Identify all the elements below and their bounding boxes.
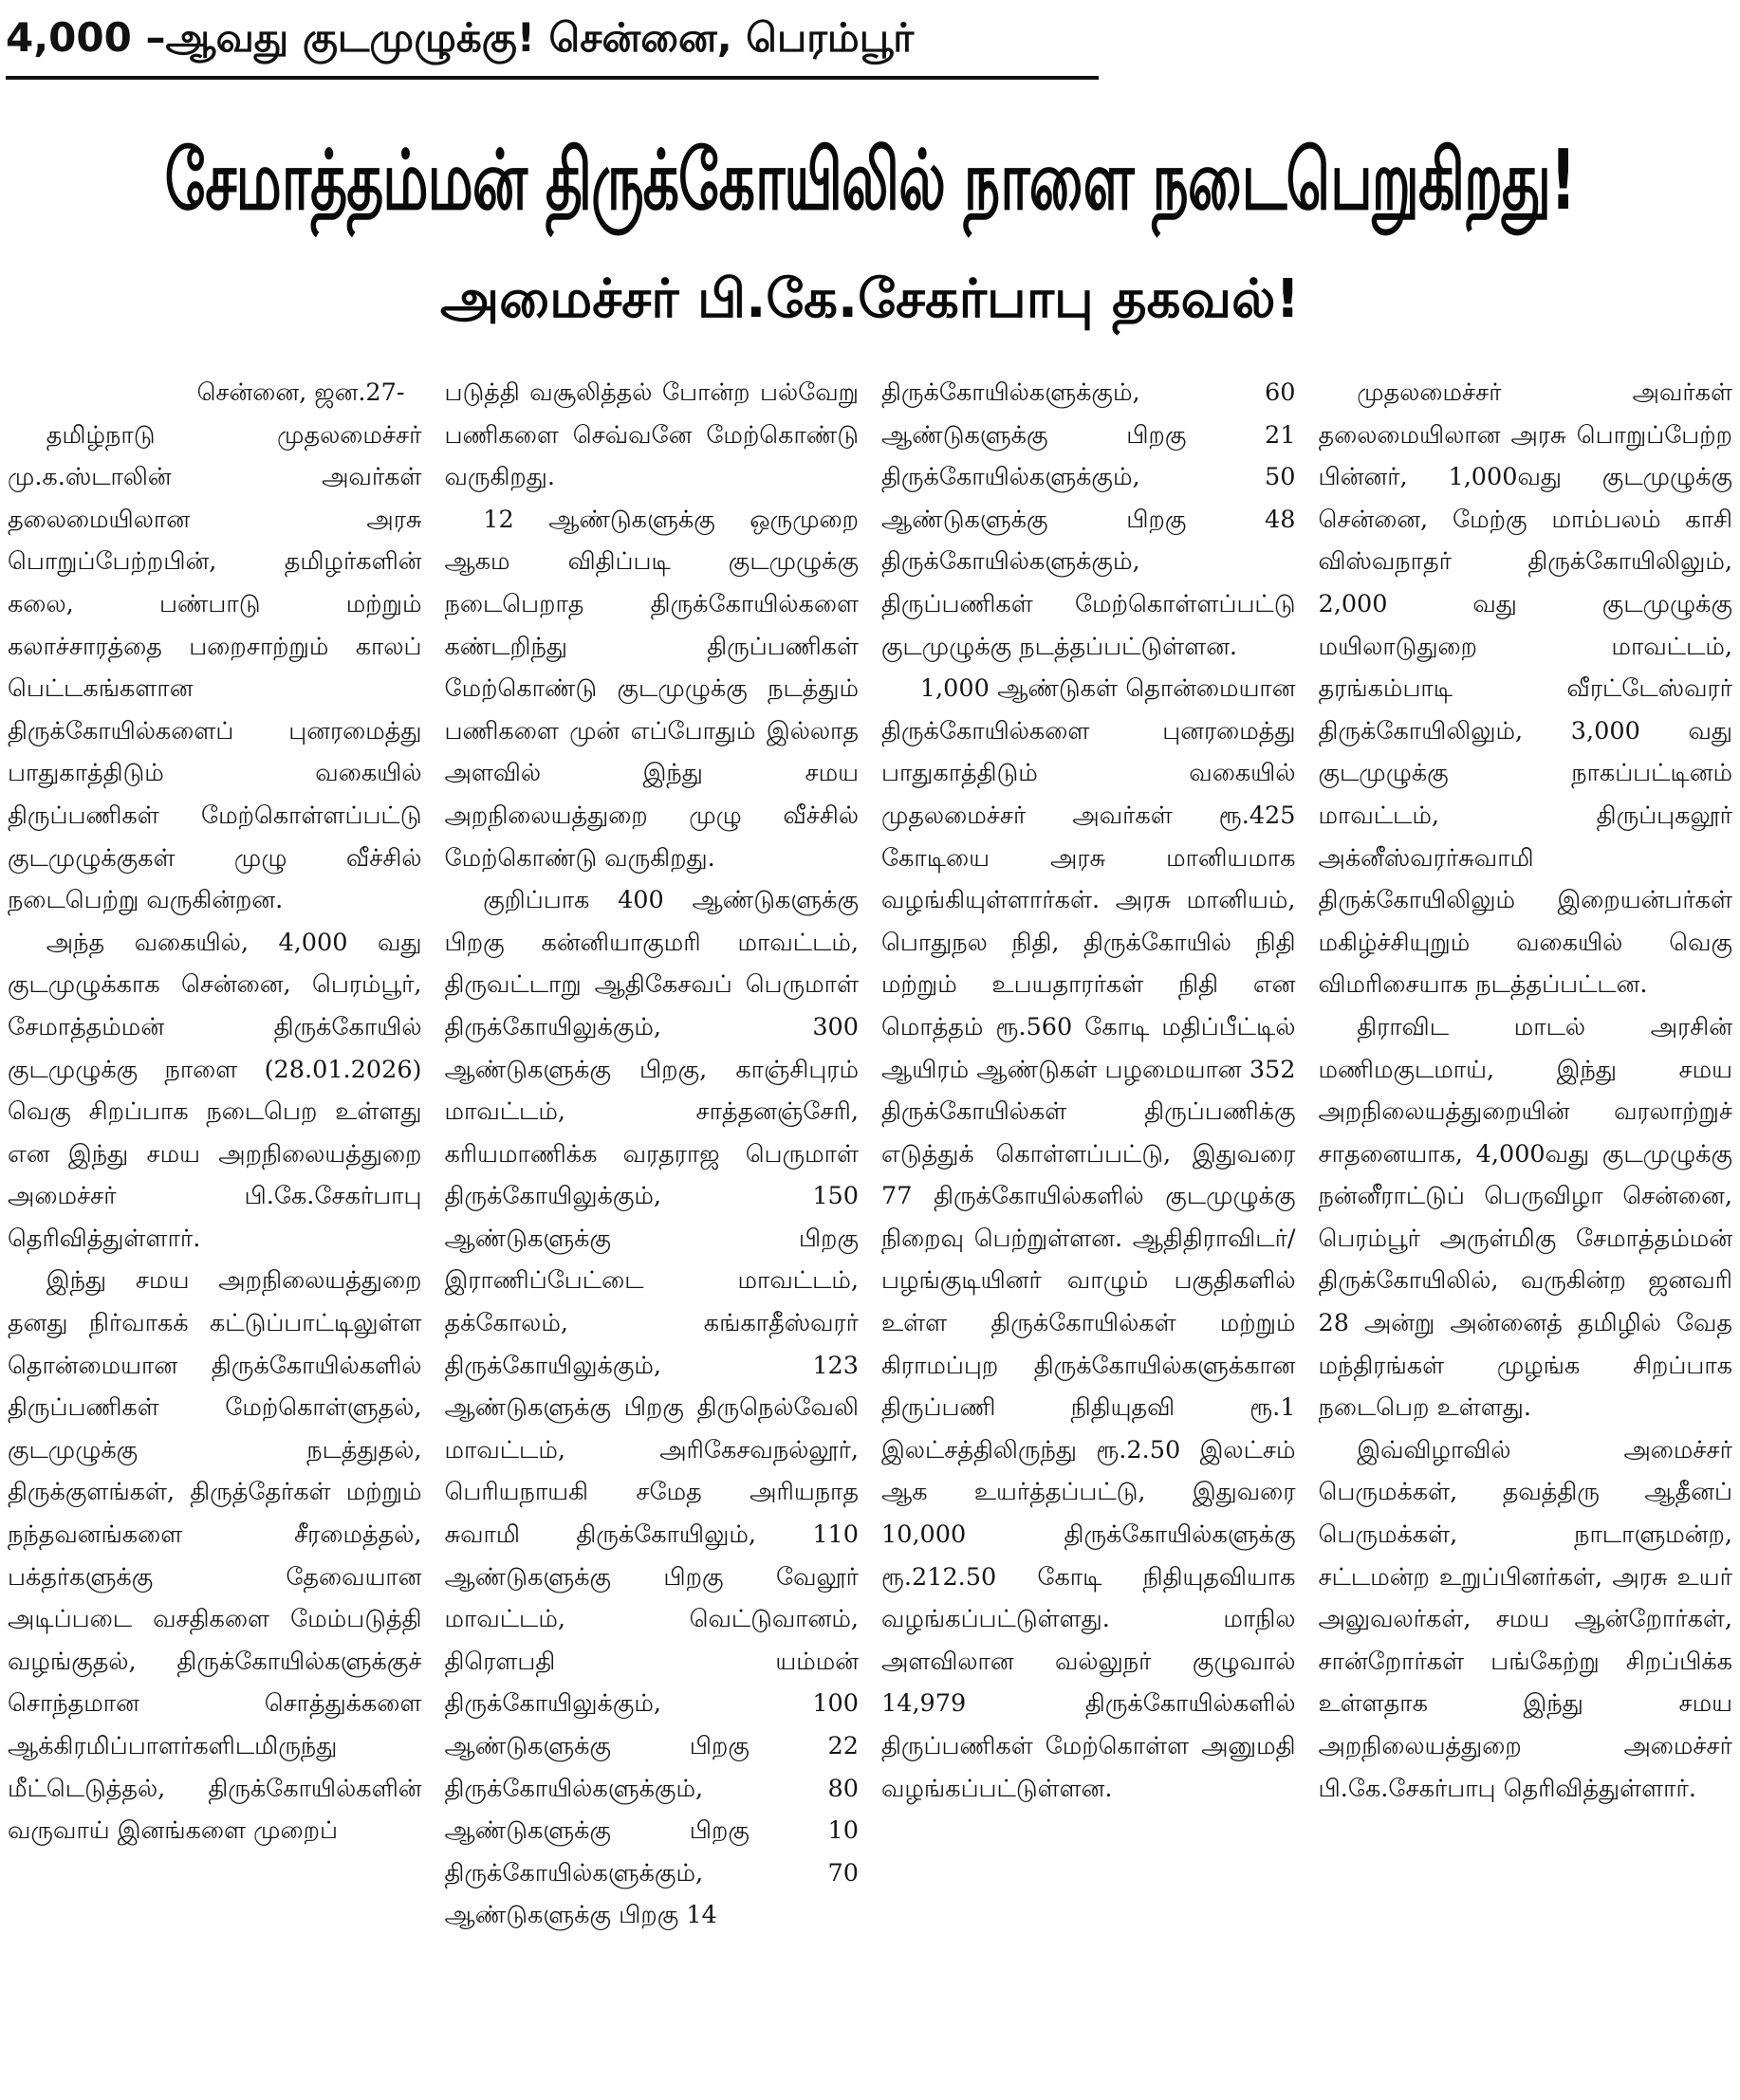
paragraph: குறிப்பாக 400 ஆண்டுகளுக்கு பிறகு கன்னியாகுமரி மாவட்டம், திருவட்டாறு ஆதிகேசவப் பெருமாள் திருக்கோயிலுக்கும், 300 ஆண்டுகளுக்கு பிறகு, காஞ்சிபுரம் மாவட்டம், சாத்தனஞ்சேரி, கரியமாணிக்க வரதராஜ பெருமாள் திருக்கோயிலுக்கும், 150 ஆண்டுகளுக்கு பிறகு இராணிப்பேட்டை மாவட்டம், தக்கோலம், கங்காதீஸ்வரர் திருக்கோயிலுக்கும், 123 ஆண்டுகளுக்கு பிறகு திருநெல்வேலி மாவட்டம், அரிகேசவநல்லூர், பெரியநாயகி சமேத அரியநாத சுவாமி திருக்கோயிலும், 110 ஆண்டுகளுக்கு பிறகு வேலூர் மாவட்டம், வெட்டுவானம், திரௌபதி யம்மன் திருக்கோயிலுக்கும், 100 ஆண்டுகளுக்கு பிறகு 22 திருக்கோயில்களுக்கும், 80 ஆண்டுகளுக்கு பிறகு 10 திருக்கோயில்களுக்கும், 70 ஆண்டுகளுக்கு பிறகு 14	[444, 886, 859, 1930]
main-headline: சேமாத்தம்மன் திருக்கோயிலில் நாளை நடைபெறுகிறது!	[164, 133, 1576, 230]
paragraph: தமிழ்நாடு முதலமைச்சர் மு.க.ஸ்டாலின் அவர்கள் தலைமையிலான அரசு பொறுப்பேற்றபின், தமிழர்களின் கலை, பண்பாடு மற்றும் கலாச்சாரத்தை பறைசாற்றும் காலப் பெட்டகங்களான திருக்கோயில்களைப் புனரமைத்து பாதுகாத்திடும் வகையில் திருப்பணிகள் மேற்கொள்ளப்பட்டு குடமுழுக்குகள் முழு வீச்சில் நடைபெற்று வருகின்றன.	[8, 420, 422, 915]
dateline: சென்னை, ஜன.27-	[196, 378, 405, 407]
paragraph: இவ்விழாவில் அமைச்சர் பெருமக்கள், தவத்திரு ஆதீனப் பெருமக்கள், நாடாளுமன்ற, சட்டமன்ற உறுப்பினர்கள், அரசு உயர் அலுவலர்கள், சமய ஆன்றோர்கள், சான்றோர்கள் பங்கேற்று சிறப்பிக்க உள்ளதாக இந்து சமய அறநிலையத்துறை அமைச்சர் பி.கே.சேகர்பாபு தெரிவித்துள்ளார்.	[1318, 1435, 1732, 1803]
kicker-underline	[6, 76, 1099, 80]
paragraph: 1,000 ஆண்டுகள் தொன்மையான திருக்கோயில்களை புனரமைத்து பாதுகாத்திடும் வகையில் முதலமைச்சர் அவர்கள் ரூ.425 கோடியை அரசு மானியமாக வழங்கியுள்ளார்கள். அரசு மானியம், பொதுநல நிதி, திருக்கோயில் நிதி மற்றும் உபயதாரர்கள் நிதி என மொத்தம் ரூ.560 கோடி மதிப்பீட்டில் ஆயிரம் ஆண்டுகள் பழமையான 352 திருக்கோயில்கள் திருப்பணிக்கு எடுத்துக் கொள்ளப்பட்டு, இதுவரை 77 திருக்கோயில்களில் குடமுழுக்கு நிறைவு பெற்றுள்ளன. ஆதிதிராவிடர்/ பழங்குடியினர் வாழும் பகுதிகளில் உள்ள திருக்கோயில்கள் மற்றும் கிராமப்புற திருக்கோயில்களுக்கான திருப்பணி நிதியுதவி ரூ.1 இலட்சத்திலிருந்து ரூ.2.50 இலட்சம் ஆக உயர்த்தப்பட்டு, இதுவரை 10,000 திருக்கோயில்களுக்கு ரூ.212.50 கோடி நிதியுதவியாக வழங்கப்பட்டுள்ளது. மாநில அளவிலான வல்லுநர் குழுவால் 14,979 திருக்கோயில்களில் திருப்பணிகள் மேற்கொள்ள அனுமதி வழங்கப்பட்டுள்ளன.	[881, 674, 1296, 1803]
paragraph: திருக்கோயில்களுக்கும், 60 ஆண்டுகளுக்கு பிறகு 21 திருக்கோயில்களுக்கும், 50 ஆண்டுகளுக்கு பிறகு 48 திருக்கோயில்களுக்கும், திருப்பணிகள் மேற்கொள்ளப்பட்டு குடமுழுக்கு நடத்தப்பட்டுள்ளன.	[881, 378, 1296, 661]
kicker-headline: 4,000 –ஆவது குடமுழுக்கு! சென்னை, பெரம்பூர்	[6, 14, 915, 61]
paragraph: அந்த வகையில், 4,000 வது குடமுழுக்காக சென்னை, பெரம்பூர், சேமாத்தம்மன் திருக்கோயில் குடமுழுக்கு நாளை (28.01.2026) வெகு சிறப்பாக நடைபெற உள்ளது என இந்து சமய அறநிலையத்துறை அமைச்சர் பி.கே.சேகர்பாபு தெரிவித்துள்ளார்.	[8, 928, 422, 1253]
column-4	[1319, 372, 1733, 2094]
paragraph: திராவிட மாடல் அரசின் மணிமகுடமாய், இந்து சமய அறநிலையத்துறையின் வரலாற்றுச் சாதனையாக, 4,000வது குடமுழுக்கு நன்னீராட்டுப் பெருவிழா சென்னை, பெரம்பூர் அருள்மிகு சேமாத்தம்மன் திருக்கோயிலில், வருகின்ற ஜனவரி 28 அன்று அன்னைத் தமிழில் வேத மந்திரங்கள் முழங்க சிறப்பாக நடைபெற உள்ளது.	[1318, 1012, 1732, 1423]
column-1	[8, 372, 422, 2094]
column-3	[881, 372, 1296, 2094]
paragraph: படுத்தி வசூலித்தல் போன்ற பல்வேறு பணிகளை செவ்வனே மேற்கொண்டு வருகிறது.	[444, 378, 859, 492]
article-body	[8, 372, 1732, 2094]
sub-headline: அமைச்சர் பி.கே.சேகர்பாபு தகவல்!	[439, 268, 1301, 330]
column-2	[445, 372, 860, 2094]
paragraph: முதலமைச்சர் அவர்கள் தலைமையிலான அரசு பொறுப்பேற்ற பின்னர், 1,000வது குடமுழுக்கு சென்னை, மேற்கு மாம்பலம் காசி விஸ்வநாதர் திருக்கோயிலிலும், 2,000 வது குடமுழுக்கு மயிலாடுதுறை மாவட்டம், தரங்கம்பாடி வீரட்டேஸ்வரர் திருக்கோயிலிலும், 3,000 வது குடமுழுக்கு நாகப்பட்டினம் மாவட்டம், திருப்புகலூர் அக்னீஸ்வரர்சுவாமி திருக்கோயிலிலும் இறையன்பர்கள் மகிழ்ச்சியுறும் வகையில் வெகு விமரிசையாக நடத்தப்பட்டன.	[1318, 378, 1732, 1000]
paragraph: இந்து சமய அறநிலையத்துறை தனது நிர்வாகக் கட்டுப்பாட்டிலுள்ள தொன்மையான திருக்கோயில்களில் திருப்பணிகள் மேற்கொள்ளுதல், குடமுழுக்கு நடத்துதல், திருக்குளங்கள், திருத்தேர்கள் மற்றும் நந்தவனங்களை சீரமைத்தல், பக்தர்களுக்கு தேவையான அடிப்படை வசதிகளை மேம்படுத்தி வழங்குதல், திருக்கோயில்களுக்குச் சொந்தமான சொத்துக்களை ஆக்கிரமிப்பாளர்களிடமிருந்து மீட்டெடுத்தல், திருக்கோயில்களின் வருவாய் இனங்களை முறைப்	[8, 1266, 422, 1846]
paragraph: 12 ஆண்டுகளுக்கு ஒருமுறை ஆகம விதிப்படி குடமுழுக்கு நடைபெறாத திருக்கோயில்களை கண்டறிந்து திருப்பணிகள் மேற்கொண்டு குடமுழுக்கு நடத்தும் பணிகளை முன் எப்போதும் இல்லாத அளவில் இந்து சமய அறநிலையத்துறை முழு வீச்சில் மேற்கொண்டு வருகிறது.	[444, 505, 859, 873]
